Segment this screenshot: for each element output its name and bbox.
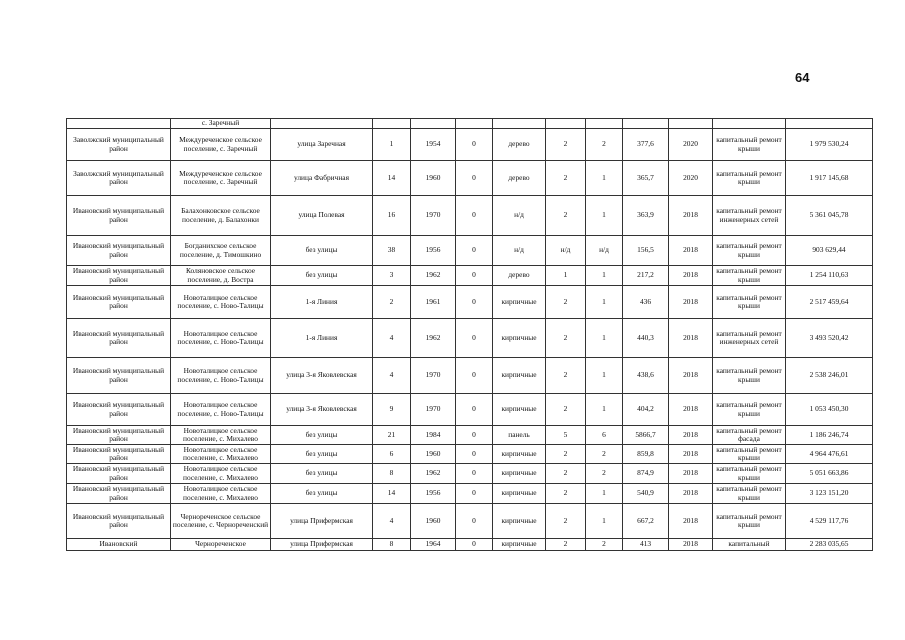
cell-floors: 2: [546, 196, 586, 236]
table-row: [67, 236, 873, 266]
cell-repair-year: 2018: [669, 286, 713, 319]
cell-year-built: 1970: [411, 394, 456, 426]
cell-district: Ивановский муниципальный район: [67, 426, 171, 445]
cell-entrances: 1: [586, 196, 623, 236]
cell-work-type: [713, 119, 786, 129]
cell-area: 440,3: [623, 319, 669, 358]
cell-repair-year: 2018: [669, 358, 713, 394]
cell-wall-material: кирпичные: [493, 484, 546, 504]
cell-settlement: Коляновское сельское поселение, д. Вострa: [171, 266, 271, 286]
cell-wall-material: дерево: [493, 161, 546, 196]
cell-house-number: 21: [373, 426, 411, 445]
cell-house-number: 6: [373, 445, 411, 464]
cell-entrances: 1: [586, 394, 623, 426]
cell-settlement: Междуреченское сельское поселение, с. Заречный: [171, 161, 271, 196]
cell-work-type: капитальный ремонт инженерных сетей: [713, 319, 786, 358]
cell-street: улица 3-я Яковлевская: [271, 394, 373, 426]
cell-house-number: 16: [373, 196, 411, 236]
cell-cost: [786, 119, 873, 129]
cell-year-built: 1954: [411, 129, 456, 161]
buildings-table: [66, 118, 873, 551]
cell-cost: 1 917 145,68: [786, 161, 873, 196]
cell-col-zero: 0: [456, 319, 493, 358]
cell-district: Ивановский муниципальный район: [67, 445, 171, 464]
cell-cost: 2 538 246,01: [786, 358, 873, 394]
cell-house-number: 3: [373, 266, 411, 286]
cell-floors: [546, 119, 586, 129]
cell-street: улица Полевая: [271, 196, 373, 236]
cell-area: 156,5: [623, 236, 669, 266]
cell-year-built: 1970: [411, 358, 456, 394]
cell-work-type: капитальный ремонт фасада: [713, 426, 786, 445]
cell-floors: 2: [546, 484, 586, 504]
cell-col-zero: 0: [456, 426, 493, 445]
cell-cost: 1 979 530,24: [786, 129, 873, 161]
table-row: [67, 445, 873, 464]
cell-cost: 4 529 117,76: [786, 504, 873, 539]
cell-area: 365,7: [623, 161, 669, 196]
cell-street: без улицы: [271, 445, 373, 464]
cell-year-built: 1960: [411, 504, 456, 539]
cell-district: Ивановский муниципальный район: [67, 319, 171, 358]
cell-house-number: 8: [373, 464, 411, 484]
cell-wall-material: кирпичные: [493, 286, 546, 319]
cell-street: улица Фабричная: [271, 161, 373, 196]
cell-wall-material: [493, 119, 546, 129]
table-row: [67, 464, 873, 484]
cell-floors: 2: [546, 129, 586, 161]
cell-district: Заволжский муниципальный район: [67, 129, 171, 161]
cell-cost: 3 493 520,42: [786, 319, 873, 358]
cell-entrances: 1: [586, 358, 623, 394]
cell-floors: 2: [546, 161, 586, 196]
cell-house-number: 8: [373, 539, 411, 551]
table-row: [67, 319, 873, 358]
cell-street: без улицы: [271, 426, 373, 445]
table-row: [67, 504, 873, 539]
cell-settlement: Богданихское сельское поселение, д. Тимошкино: [171, 236, 271, 266]
table-row: [67, 484, 873, 504]
cell-settlement: Новоталицкое сельское поселение, с. Михалево: [171, 464, 271, 484]
cell-repair-year: 2018: [669, 426, 713, 445]
cell-year-built: 1960: [411, 445, 456, 464]
cell-cost: 1 254 110,63: [786, 266, 873, 286]
cell-area: 436: [623, 286, 669, 319]
cell-street: улица Прифермская: [271, 504, 373, 539]
cell-floors: 2: [546, 286, 586, 319]
cell-repair-year: 2018: [669, 319, 713, 358]
cell-street: улица Прифермская: [271, 539, 373, 551]
cell-wall-material: кирпичные: [493, 504, 546, 539]
cell-area: 377,6: [623, 129, 669, 161]
cell-cost: 1 053 450,30: [786, 394, 873, 426]
cell-entrances: 1: [586, 286, 623, 319]
table-row: [67, 426, 873, 445]
cell-wall-material: дерево: [493, 129, 546, 161]
cell-work-type: капитальный ремонт крыши: [713, 286, 786, 319]
cell-col-zero: 0: [456, 266, 493, 286]
cell-floors: 5: [546, 426, 586, 445]
cell-area: 363,9: [623, 196, 669, 236]
table-row: [67, 394, 873, 426]
cell-floors: 2: [546, 539, 586, 551]
cell-house-number: [373, 119, 411, 129]
cell-work-type: капитальный ремонт крыши: [713, 236, 786, 266]
cell-district: Ивановский муниципальный район: [67, 236, 171, 266]
cell-work-type: капитальный ремонт крыши: [713, 161, 786, 196]
cell-year-built: 1962: [411, 266, 456, 286]
cell-entrances: 2: [586, 539, 623, 551]
cell-wall-material: кирпичные: [493, 445, 546, 464]
cell-floors: 2: [546, 358, 586, 394]
cell-col-zero: 0: [456, 445, 493, 464]
cell-floors: 2: [546, 319, 586, 358]
cell-floors: 2: [546, 464, 586, 484]
cell-district: Ивановский муниципальный район: [67, 484, 171, 504]
cell-work-type: капитальный ремонт крыши: [713, 266, 786, 286]
cell-settlement: Новоталицкое сельское поселение, с. Ново-Талицы: [171, 286, 271, 319]
cell-work-type: капитальный ремонт крыши: [713, 129, 786, 161]
cell-wall-material: кирпичные: [493, 539, 546, 551]
cell-street: [271, 119, 373, 129]
cell-settlement: Чернореченское сельское поселение, с. Чернореченский: [171, 504, 271, 539]
cell-year-built: 1956: [411, 236, 456, 266]
cell-house-number: 4: [373, 358, 411, 394]
table-row: [67, 266, 873, 286]
cell-work-type: капитальный ремонт крыши: [713, 394, 786, 426]
cell-cost: 903 629,44: [786, 236, 873, 266]
cell-wall-material: панель: [493, 426, 546, 445]
cell-street: 1-я Линия: [271, 319, 373, 358]
cell-year-built: 1961: [411, 286, 456, 319]
table-row: [67, 539, 873, 551]
cell-wall-material: кирпичные: [493, 464, 546, 484]
cell-repair-year: 2018: [669, 464, 713, 484]
cell-entrances: 2: [586, 464, 623, 484]
cell-street: улица Заречная: [271, 129, 373, 161]
cell-street: 1-я Линия: [271, 286, 373, 319]
cell-district: Ивановский муниципальный район: [67, 286, 171, 319]
cell-area: 413: [623, 539, 669, 551]
cell-col-zero: 0: [456, 161, 493, 196]
cell-area: 540,9: [623, 484, 669, 504]
cell-settlement: Новоталицкое сельское поселение, с. Михалево: [171, 426, 271, 445]
table-row: [67, 358, 873, 394]
cell-entrances: н/д: [586, 236, 623, 266]
cell-repair-year: 2018: [669, 394, 713, 426]
cell-entrances: 2: [586, 445, 623, 464]
cell-house-number: 2: [373, 286, 411, 319]
table-row: [67, 129, 873, 161]
cell-district: Ивановский муниципальный район: [67, 394, 171, 426]
cell-year-built: 1984: [411, 426, 456, 445]
cell-col-zero: 0: [456, 394, 493, 426]
cell-year-built: 1962: [411, 464, 456, 484]
cell-area: 859,8: [623, 445, 669, 464]
cell-col-zero: 0: [456, 286, 493, 319]
cell-floors: 1: [546, 266, 586, 286]
cell-settlement: Балахонковское сельское поселение, д. Балахонки: [171, 196, 271, 236]
cell-work-type: капитальный ремонт инженерных сетей: [713, 196, 786, 236]
cell-house-number: 14: [373, 484, 411, 504]
cell-area: 5866,7: [623, 426, 669, 445]
cell-settlement: Новоталицкое сельское поселение, с. Михалево: [171, 484, 271, 504]
cell-year-built: 1962: [411, 319, 456, 358]
cell-entrances: 2: [586, 129, 623, 161]
cell-work-type: капитальный ремонт крыши: [713, 445, 786, 464]
cell-wall-material: кирпичные: [493, 394, 546, 426]
table-row: [67, 161, 873, 196]
cell-entrances: 1: [586, 266, 623, 286]
cell-repair-year: 2018: [669, 484, 713, 504]
cell-district: Ивановский муниципальный район: [67, 196, 171, 236]
cell-repair-year: 2020: [669, 129, 713, 161]
cell-district: [67, 119, 171, 129]
cell-settlement: Новоталицкое сельское поселение, с. Михалево: [171, 445, 271, 464]
cell-district: Ивановский: [67, 539, 171, 551]
cell-entrances: 6: [586, 426, 623, 445]
cell-repair-year: 2018: [669, 196, 713, 236]
cell-settlement: Новоталицкое сельское поселение, с. Ново-Талицы: [171, 319, 271, 358]
cell-work-type: капитальный ремонт крыши: [713, 484, 786, 504]
cell-area: 438,6: [623, 358, 669, 394]
cell-cost: 5 051 663,86: [786, 464, 873, 484]
cell-house-number: 4: [373, 319, 411, 358]
cell-settlement: Междуреченское сельское поселение, с. Заречный: [171, 129, 271, 161]
cell-repair-year: 2018: [669, 539, 713, 551]
cell-year-built: 1964: [411, 539, 456, 551]
cell-work-type: капитальный ремонт крыши: [713, 504, 786, 539]
cell-area: 404,2: [623, 394, 669, 426]
cell-col-zero: 0: [456, 236, 493, 266]
cell-wall-material: н/д: [493, 196, 546, 236]
cell-col-zero: 0: [456, 129, 493, 161]
cell-repair-year: 2020: [669, 161, 713, 196]
cell-district: Ивановский муниципальный район: [67, 504, 171, 539]
cell-wall-material: кирпичные: [493, 319, 546, 358]
cell-district: Ивановский муниципальный район: [67, 464, 171, 484]
cell-cost: 2 517 459,64: [786, 286, 873, 319]
cell-area: 874,9: [623, 464, 669, 484]
cell-cost: 4 964 476,61: [786, 445, 873, 464]
cell-repair-year: 2018: [669, 504, 713, 539]
cell-col-zero: 0: [456, 196, 493, 236]
cell-house-number: 14: [373, 161, 411, 196]
cell-cost: 1 186 246,74: [786, 426, 873, 445]
cell-district: Заволжский муниципальный район: [67, 161, 171, 196]
cell-year-built: 1970: [411, 196, 456, 236]
cell-repair-year: 2018: [669, 445, 713, 464]
cell-wall-material: дерево: [493, 266, 546, 286]
cell-work-type: капитальный: [713, 539, 786, 551]
cell-entrances: 1: [586, 319, 623, 358]
table-row: [67, 119, 873, 129]
cell-entrances: [586, 119, 623, 129]
cell-area: [623, 119, 669, 129]
cell-street: улица 3-я Яковлевская: [271, 358, 373, 394]
cell-street: без улицы: [271, 266, 373, 286]
cell-floors: 2: [546, 394, 586, 426]
table-row: [67, 286, 873, 319]
cell-cost: 2 283 035,65: [786, 539, 873, 551]
cell-col-zero: [456, 119, 493, 129]
cell-settlement: Новоталицкое сельское поселение, с. Ново-Талицы: [171, 358, 271, 394]
cell-floors: 2: [546, 445, 586, 464]
cell-repair-year: [669, 119, 713, 129]
cell-col-zero: 0: [456, 358, 493, 394]
cell-house-number: 38: [373, 236, 411, 266]
cell-house-number: 9: [373, 394, 411, 426]
cell-repair-year: 2018: [669, 236, 713, 266]
cell-entrances: 1: [586, 484, 623, 504]
cell-floors: 2: [546, 504, 586, 539]
cell-area: 667,2: [623, 504, 669, 539]
cell-year-built: 1960: [411, 161, 456, 196]
cell-col-zero: 0: [456, 484, 493, 504]
cell-street: без улицы: [271, 236, 373, 266]
cell-settlement: Чернореченское: [171, 539, 271, 551]
cell-cost: 3 123 151,20: [786, 484, 873, 504]
cell-wall-material: кирпичные: [493, 358, 546, 394]
cell-entrances: 1: [586, 504, 623, 539]
cell-entrances: 1: [586, 161, 623, 196]
cell-street: без улицы: [271, 484, 373, 504]
cell-col-zero: 0: [456, 464, 493, 484]
cell-house-number: 1: [373, 129, 411, 161]
cell-settlement: Новоталицкое сельское поселение, с. Ново-Талицы: [171, 394, 271, 426]
page-number: 64: [795, 70, 810, 85]
cell-floors: н/д: [546, 236, 586, 266]
cell-col-zero: 0: [456, 504, 493, 539]
cell-repair-year: 2018: [669, 266, 713, 286]
cell-street: без улицы: [271, 464, 373, 484]
cell-area: 217,2: [623, 266, 669, 286]
table-row: [67, 196, 873, 236]
cell-house-number: 4: [373, 504, 411, 539]
cell-work-type: капитальный ремонт крыши: [713, 358, 786, 394]
cell-wall-material: н/д: [493, 236, 546, 266]
cell-col-zero: 0: [456, 539, 493, 551]
cell-district: Ивановский муниципальный район: [67, 266, 171, 286]
cell-year-built: 1956: [411, 484, 456, 504]
cell-district: Ивановский муниципальный район: [67, 358, 171, 394]
cell-cost: 5 361 045,78: [786, 196, 873, 236]
cell-year-built: [411, 119, 456, 129]
cell-work-type: капитальный ремонт крыши: [713, 464, 786, 484]
cell-settlement: с. Заречный: [171, 119, 271, 129]
